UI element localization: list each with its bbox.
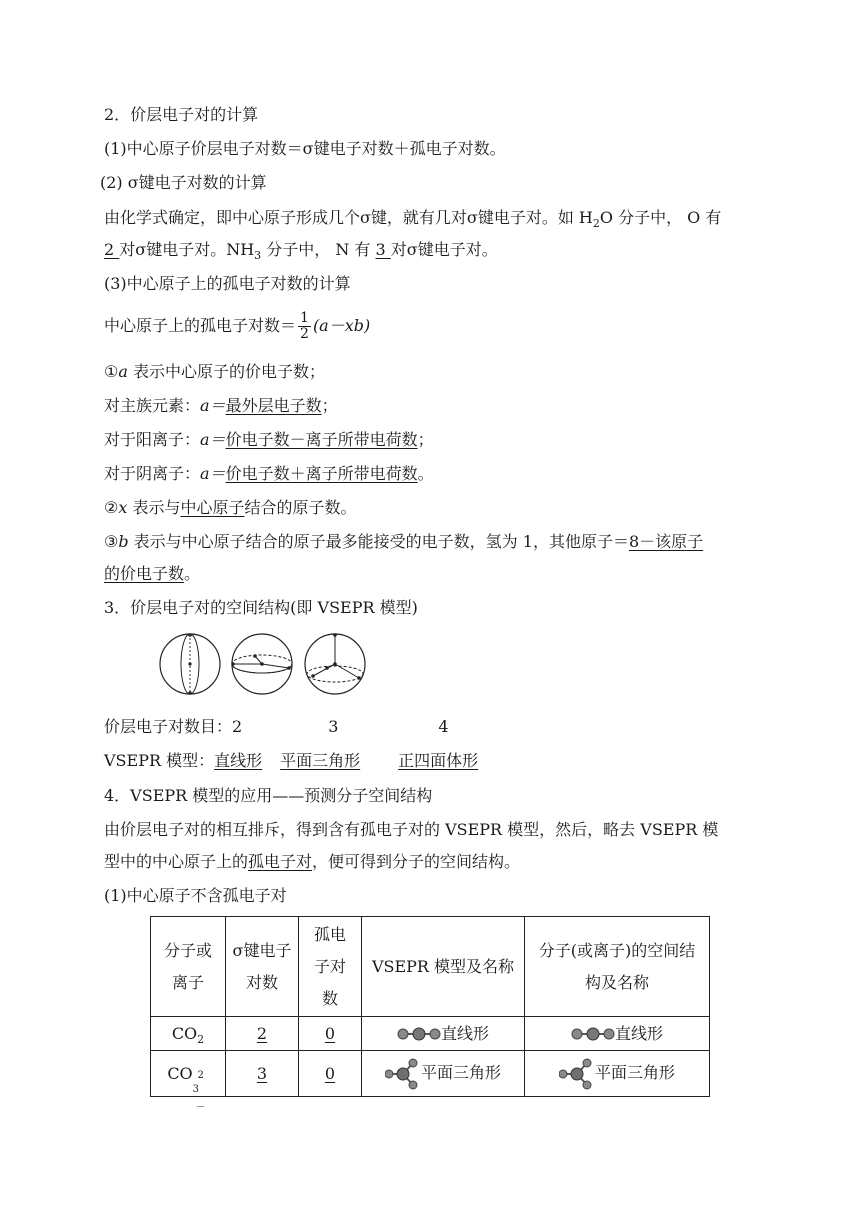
subscript: 2	[592, 217, 600, 231]
text-span: 对σ键电子对。NH	[119, 240, 255, 259]
header-lone-pairs	[299, 917, 362, 1017]
shape-name: 直线形	[614, 1023, 663, 1043]
cell-shape	[525, 1017, 710, 1051]
answer-blank: 价电子数－离子所带电荷数	[225, 430, 418, 449]
vsepr-sphere-diagrams	[155, 628, 370, 698]
answer-blank: 的价电子数	[104, 564, 185, 583]
header-text: 分子或	[163, 940, 212, 960]
cell-vsepr	[362, 1051, 525, 1097]
variable: x	[118, 498, 128, 517]
cell-formula	[151, 1017, 226, 1051]
section-4-title: 4．VSEPR 模型的应用——预测分子空间结构	[104, 786, 433, 805]
header-sigma-pairs	[226, 917, 299, 1017]
header-vsepr-model	[362, 917, 525, 1017]
answer-blank: 孤电子对	[248, 852, 313, 871]
vsepr-name: 直线形	[440, 1023, 489, 1043]
cell-vsepr	[362, 1017, 525, 1051]
text-span: 结合的原子数。	[244, 498, 357, 517]
text-span: 。	[417, 464, 434, 483]
text-span: 。	[184, 564, 201, 583]
pair-count-4: 4	[438, 717, 449, 736]
trigonal-molecule-icon	[559, 1058, 595, 1090]
formula-line	[104, 308, 370, 344]
text-span: ；	[321, 396, 338, 415]
subscript: 3	[192, 1084, 200, 1095]
cation-rule	[104, 429, 434, 451]
cell-lone	[299, 1051, 362, 1097]
subscript: 2	[197, 1032, 205, 1046]
text-span: 分子中， N 有	[261, 240, 376, 259]
answer-blank: 中心原子	[180, 498, 245, 517]
answer-blank: 2	[256, 1023, 268, 1043]
anion-rule	[104, 463, 434, 485]
answer-blank: 8－该原子	[628, 532, 704, 551]
text-span: 价层电子对数目：	[104, 717, 233, 736]
variable: a＝	[200, 464, 226, 483]
header-text: 数	[321, 988, 338, 1008]
table-header-row	[151, 917, 710, 1017]
fraction	[298, 311, 311, 342]
text-span: 对于阴离子：	[104, 464, 201, 483]
text-span: 对σ键电子对。	[390, 240, 498, 259]
answer-blank: 价电子数＋离子所带电荷数	[225, 464, 418, 483]
text-span: 对主族元素：	[104, 396, 201, 415]
linear-model-sphere	[160, 633, 220, 695]
answer-blank: 最外层电子数	[225, 396, 322, 415]
circled-number: ③	[104, 532, 119, 551]
header-species	[151, 917, 226, 1017]
text-span: 对于阳离子：	[104, 430, 201, 449]
superscript: 2－	[195, 1070, 206, 1113]
variable: a	[118, 362, 128, 381]
main-group-rule	[104, 395, 338, 417]
b-definition-cont	[104, 563, 200, 585]
fraction-denominator: 2	[300, 326, 309, 342]
variable: a＝	[200, 396, 226, 415]
vsepr-name: 平面三角形	[420, 1063, 501, 1083]
paragraph-lone-heading: (3)中心原子上的孤电子对数的计算	[104, 274, 351, 293]
circled-number: ②	[104, 498, 119, 517]
formula-text: CO	[167, 1063, 193, 1083]
linear-molecule-icon	[397, 1027, 441, 1041]
header-text: 子对	[313, 956, 346, 976]
answer-blank: 3	[375, 240, 391, 259]
tetrahedral-model-sphere	[305, 633, 365, 694]
text-span: 中心原子上的孤电子对数＝	[104, 316, 297, 335]
variable: a＝	[200, 430, 226, 449]
section-2-title: 2．价层电子对的计算	[104, 105, 259, 124]
text-span: 表示中心原子的价电子数；	[127, 362, 325, 381]
header-text: 分子(或离子)的空间结	[538, 940, 696, 960]
header-text: 孤电	[313, 924, 346, 944]
formula-text: CO	[171, 1023, 198, 1043]
cell-lone	[299, 1017, 362, 1051]
shape-name: 平面三角形	[594, 1063, 675, 1083]
cell-sigma	[226, 1051, 299, 1097]
model-trigonal-planar: 平面三角形	[280, 751, 361, 770]
paragraph-sigma-examples	[104, 239, 498, 261]
header-spatial-structure	[525, 917, 710, 1017]
text-span: 由化学式确定，即中心原子形成几个σ键，就有几对σ键电子对。如 H	[104, 208, 593, 227]
cell-shape	[525, 1051, 710, 1097]
answer-blank: 0	[324, 1023, 336, 1043]
circled-number: ①	[104, 362, 119, 381]
model-linear: 直线形	[214, 751, 263, 770]
a-definition	[104, 361, 325, 383]
paragraph-sigma-explain	[104, 207, 721, 229]
answer-blank: 0	[324, 1063, 336, 1083]
section-4-paragraph-2	[104, 851, 520, 873]
header-text: 离子	[171, 972, 204, 992]
text-span: VSEPR 模型：	[104, 751, 215, 770]
text-span: ，便可得到分子的空间结构。	[312, 852, 521, 871]
answer-blank: 2	[104, 240, 120, 259]
table-row-co3	[151, 1051, 710, 1097]
cell-sigma	[226, 1017, 299, 1051]
subscript: 3	[254, 249, 262, 263]
header-text: 构及名称	[584, 972, 649, 992]
pair-count-3: 3	[328, 717, 339, 736]
section-4-paragraph-1: 由价层电子对的相互排斥，得到含有孤电子对的 VSEPR 模型，然后，略去 VSEPR 模	[104, 820, 719, 839]
text-span: O 分子中， O 有	[599, 208, 722, 227]
table-row-co2	[151, 1017, 710, 1051]
section-3-title: 3．价层电子对的空间结构(即 VSEPR 模型)	[104, 598, 418, 617]
cell-formula	[151, 1051, 226, 1113]
header-text: VSEPR 模型及名称	[371, 956, 515, 976]
paragraph-sigma-heading: (2) σ键电子对数的计算	[100, 173, 267, 192]
answer-blank: 3	[256, 1063, 268, 1083]
variable: b	[118, 532, 129, 551]
paragraph-total-pairs: (1)中心原子价层电子对数＝σ键电子对数＋孤电子对数。	[104, 139, 506, 158]
trigonal-molecule-icon	[385, 1058, 421, 1090]
model-tetrahedral: 正四面体形	[398, 751, 479, 770]
text-span: ；	[417, 430, 434, 449]
vsepr-model-line	[104, 750, 478, 772]
fraction-numerator: 1	[300, 310, 309, 326]
header-text: σ键电子	[232, 940, 292, 960]
text-span: 型中的中心原子上的	[104, 852, 249, 871]
pair-count-2: 2	[232, 717, 243, 736]
text-span: 表示与	[127, 498, 181, 517]
linear-molecule-icon	[571, 1027, 615, 1041]
subsection-no-lone-pair: (1)中心原子不含孤电子对	[104, 886, 287, 905]
pair-count-line	[104, 716, 449, 738]
trigonal-model-sphere	[231, 634, 292, 694]
header-text: 对数	[245, 972, 278, 992]
text-span: 表示与中心原子结合的原子最多能接受的电子数，氢为 1，其他原子＝	[128, 532, 629, 551]
formula-expression: (a－xb)	[312, 316, 371, 335]
x-definition	[104, 497, 357, 519]
b-definition	[104, 531, 703, 553]
vsepr-table	[150, 916, 710, 1113]
